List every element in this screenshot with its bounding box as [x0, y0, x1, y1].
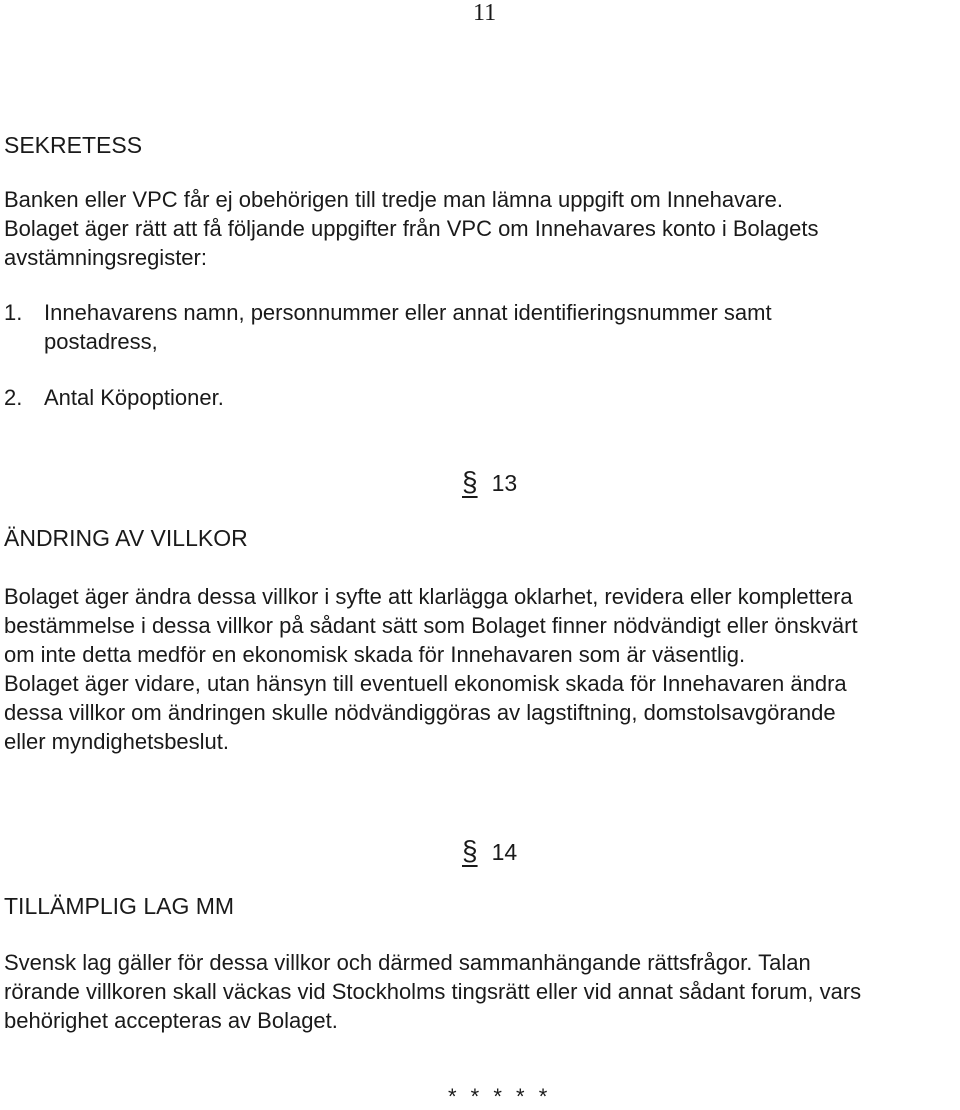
paragraph-line: Bolaget äger rätt att få följande uppgifter från VPC om Innehavares konto i Bolagets — [4, 216, 819, 241]
paragraph-line: behörighet accepteras av Bolaget. — [4, 1008, 338, 1033]
paragraph-line: dessa villkor om ändringen skulle nödvändiggöras av lagstiftning, domstolsavgörande — [4, 700, 836, 725]
section-number-13 — [462, 466, 517, 498]
list-item-text: Innehavarens namn, personnummer eller annat identifieringsnummer samt — [44, 300, 772, 325]
list-item-text: Antal Köpoptioner. — [44, 385, 224, 410]
section-heading-tillamplig: TILLÄMPLIG LAG MM — [4, 893, 235, 919]
list-item-continuation: postadress, — [44, 329, 158, 354]
section-number-14 — [462, 835, 517, 867]
paragraph-line: Bolaget äger ändra dessa villkor i syfte att klarlägga oklarhet, revidera eller komplettera — [4, 584, 853, 609]
section-heading-sekretess: SEKRETESS — [4, 132, 143, 158]
list-item-number: 1. — [4, 300, 23, 325]
paragraph-line: Banken eller VPC får ej obehörigen till tredje man lämna uppgift om Innehavare. — [4, 187, 784, 212]
paragraph-line: Svensk lag gäller för dessa villkor och därmed sammanhängande rättsfrågor. Talan — [4, 950, 811, 975]
paragraph-line: bestämmelse i dessa villkor på sådant sätt som Bolaget finner nödvändigt eller önskvärt — [4, 613, 858, 638]
section-number: 14 — [491, 839, 518, 865]
paragraph-line: om inte detta medför en ekonomisk skada för Innehavaren som är väsentlig. — [4, 642, 746, 667]
paragraph-line: Bolaget äger vidare, utan hänsyn till eventuell ekonomisk skada för Innehavaren ändra — [4, 671, 847, 696]
section-symbol: § — [462, 466, 478, 497]
section-heading-andring: ÄNDRING AV VILLKOR — [4, 525, 248, 551]
paragraph-line: eller myndighetsbeslut. — [4, 729, 230, 754]
section-symbol: § — [462, 835, 478, 866]
paragraph-line: rörande villkoren skall väckas vid Stockholms tingsrätt eller vid annat sådant forum, vars — [4, 979, 862, 1004]
end-of-document-mark: * * * * * — [448, 1084, 552, 1109]
list-item — [4, 385, 224, 411]
page-number: 11 — [473, 0, 497, 26]
list-item — [4, 300, 772, 326]
section-number: 13 — [491, 470, 518, 496]
paragraph-line: avstämningsregister: — [4, 245, 207, 270]
list-item-number: 2. — [4, 385, 23, 410]
